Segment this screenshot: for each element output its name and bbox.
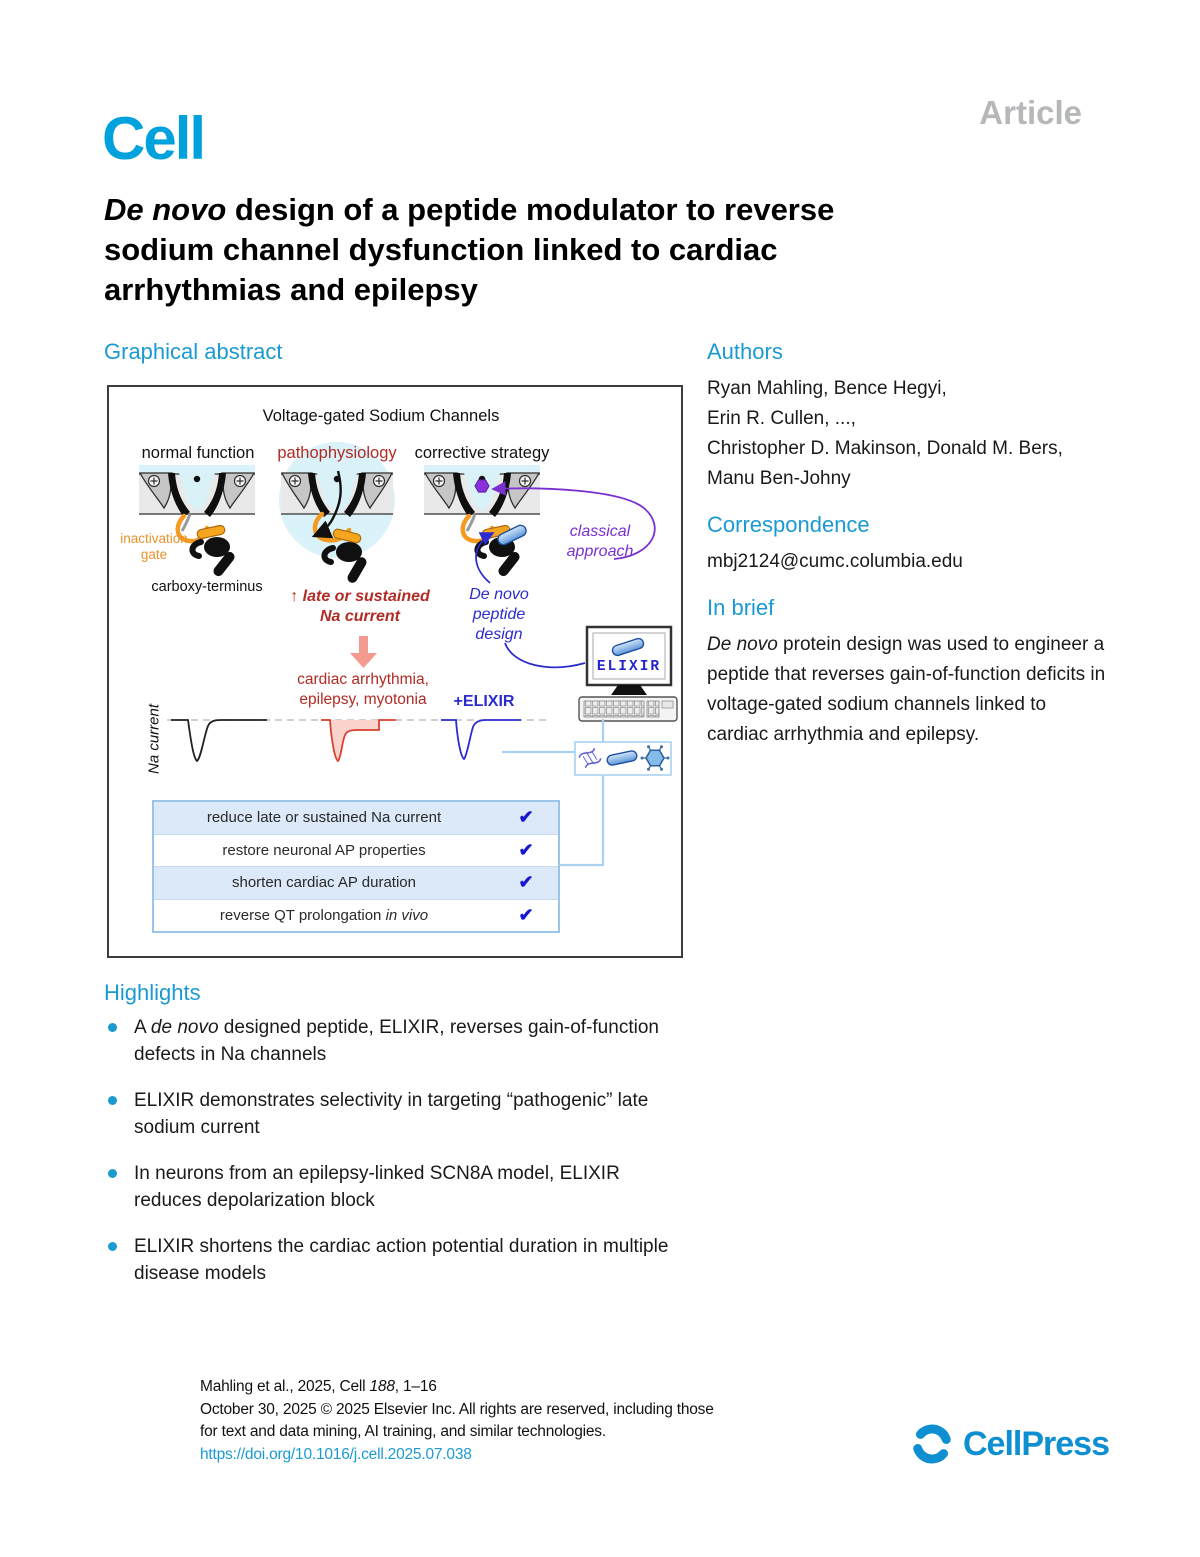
checklist-label: restore neuronal AP properties: [222, 841, 426, 859]
checklist-label: reverse QT prolongation in vivo: [219, 906, 429, 924]
results-checklist: [152, 800, 560, 933]
correspondence-email[interactable]: mbj2124@cumc.columbia.edu: [707, 551, 963, 572]
classical-approach-label: classical approach: [566, 523, 634, 560]
in-brief-text: De novo protein design was used to engineer a peptide that reverses gain-of-function deficits in voltage-gated sodium channels linked to cardiac arrhythmia and epilepsy.: [707, 634, 1106, 745]
citation-line: Mahling et al., 2025, Cell 188, 1–16: [200, 1378, 437, 1395]
cellpress-mark-icon: [908, 1420, 956, 1468]
sodium-channel-patho-illustration: [279, 442, 395, 585]
title-line-3: arrhythmias and epilepsy: [104, 272, 478, 307]
plus-charge-icon: [290, 476, 301, 487]
cell-journal-logo: Cell: [102, 105, 205, 172]
disease-label: cardiac arrhythmia, epilepsy, myotonia: [297, 671, 429, 708]
figure-title: Voltage-gated Sodium Channels: [262, 407, 500, 425]
article-type-badge: Article: [979, 94, 1082, 131]
keyboard-icon: [579, 697, 677, 721]
checklist-row: [154, 834, 558, 867]
check-icon: ✔: [518, 839, 534, 860]
plus-charge-icon: [149, 476, 160, 487]
inactivation-gate-rod: [196, 525, 225, 540]
denovo-peptide-design-label: De novo peptide design: [469, 586, 529, 643]
highlight-item: ELIXIR demonstrates selectivity in targeting “pathogenic” late sodium current: [104, 1087, 684, 1141]
authors-list: [707, 374, 1107, 494]
na-current-axis-label: Na current: [145, 703, 163, 775]
normal-current-trace: [171, 720, 267, 761]
inactivation-gate-label: inactivation gate: [120, 531, 188, 562]
checklist-label: shorten cardiac AP duration: [231, 874, 416, 892]
check-icon: ✔: [518, 904, 534, 925]
correspondence-heading: Correspondence: [707, 512, 870, 537]
panel-label-patho: pathophysiology: [277, 444, 397, 462]
highlight-item: A de novo designed peptide, ELIXIR, reverses gain-of-function defects in Na channels: [104, 1014, 684, 1068]
late-current-shaded-area: [330, 720, 379, 761]
cellpress-logo[interactable]: [908, 1420, 1109, 1468]
article-title: [104, 190, 1114, 310]
checklist-row: [154, 899, 558, 932]
in-brief-heading: In brief: [707, 595, 775, 620]
sodium-channel-corrective-illustration: [424, 465, 540, 578]
panel-label-normal: normal function: [141, 444, 255, 462]
author-line: Ryan Mahling, Bence Hegyi,: [707, 378, 947, 399]
authors-heading: Authors: [707, 339, 783, 364]
check-icon: ✔: [518, 807, 534, 828]
doi-link[interactable]: https://doi.org/10.1016/j.cell.2025.07.038: [200, 1445, 472, 1463]
title-line-1: De novo design of a peptide modulator to reverse: [104, 192, 835, 227]
author-line: Manu Ben-Johny: [707, 468, 851, 489]
title-line-2: sodium channel dysfunction linked to cardiac: [104, 232, 778, 267]
plus-charge-icon: [520, 476, 531, 487]
panel-label-corrective: corrective strategy: [414, 444, 550, 462]
plus-elixir-label: +ELIXIR: [453, 693, 515, 710]
author-line: Erin R. Cullen, ...,: [707, 408, 856, 429]
highlights-heading: Highlights: [104, 980, 201, 1005]
bullet-icon: [108, 1023, 117, 1032]
highlight-item: ELIXIR shortens the cardiac action potential duration in multiple disease models: [104, 1233, 684, 1287]
graphical-abstract-heading: Graphical abstract: [104, 339, 283, 364]
highlight-item: In neurons from an epilepsy-linked SCN8A model, ELIXIR reduces depolarization block: [104, 1160, 684, 1214]
pore-blocker-drug-icon: [475, 480, 489, 492]
elixir-screen-label: ELIXIR: [596, 659, 662, 675]
late-current-label: ↑ late or sustained Na current: [290, 588, 430, 625]
checklist-row: [154, 802, 558, 834]
checklist-row: [154, 866, 558, 899]
citation-block: [200, 1376, 714, 1466]
check-icon: ✔: [518, 872, 534, 893]
down-arrow-icon: [350, 636, 377, 668]
copyright-line-2: for text and data mining, AI training, and similar technologies.: [200, 1423, 606, 1440]
author-line: Christopher D. Makinson, Donald M. Bers,: [707, 438, 1063, 459]
design-output-box: [575, 742, 671, 775]
elixir-current-trace: [441, 720, 521, 759]
copyright-line-1: October 30, 2025 © 2025 Elsevier Inc. All rights are reserved, including those: [200, 1400, 714, 1418]
graphical-abstract-figure: [107, 385, 683, 958]
carboxy-terminus-label: carboxy-terminus: [151, 579, 263, 595]
highlights-list: [104, 1014, 684, 1306]
bullet-icon: [108, 1096, 117, 1105]
cellpress-wordmark: CellPress: [963, 1424, 1109, 1463]
design-to-computer-curve: [505, 643, 585, 667]
plus-charge-icon: [374, 476, 385, 487]
plus-charge-icon: [434, 476, 445, 487]
plus-charge-icon: [235, 476, 246, 487]
bullet-icon: [108, 1169, 117, 1178]
bullet-icon: [108, 1242, 117, 1251]
checklist-label: reduce late or sustained Na current: [206, 809, 442, 827]
na-current-traces: [167, 720, 547, 761]
